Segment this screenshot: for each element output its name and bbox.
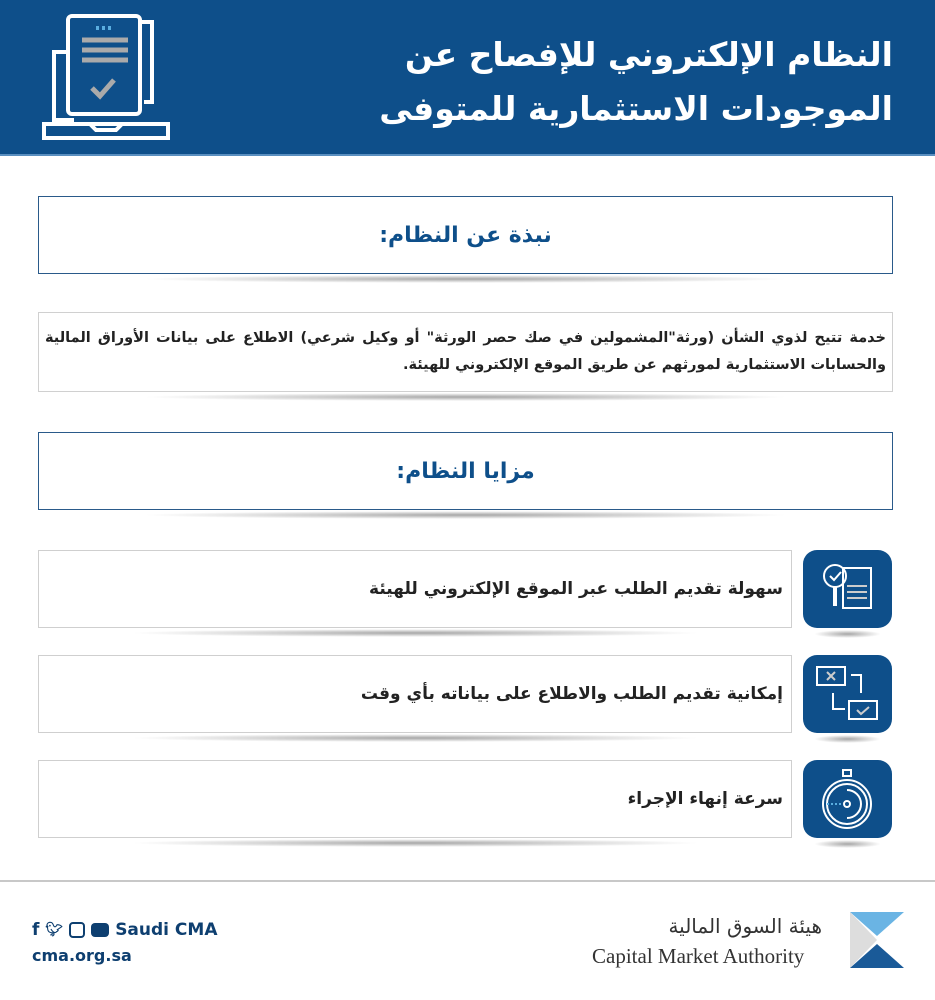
features-title: مزايا النظام: — [396, 458, 535, 484]
social-handle: Saudi CMA — [115, 920, 218, 940]
feature-label: سرعة إنهاء الإجراء — [627, 789, 783, 809]
twitter-icon[interactable]: 🐦︎ — [45, 922, 64, 938]
org-name-english: Capital Market Authority — [592, 944, 805, 968]
social-links — [32, 920, 217, 940]
cma-logo — [850, 912, 904, 968]
about-title: نبذة عن النظام: — [379, 222, 552, 248]
feature-label: إمكانية تقديم الطلب والاطلاع على بياناته بأي وقت — [360, 684, 783, 704]
feature-item — [38, 760, 792, 838]
footer-divider — [0, 880, 935, 882]
about-section-header — [38, 196, 893, 274]
header-banner — [0, 0, 935, 156]
magnifier-document-icon — [803, 550, 892, 628]
features-section-header — [38, 432, 893, 510]
feature-label: سهولة تقديم الطلب عبر الموقع الإلكتروني للهيئة — [369, 579, 783, 599]
facebook-icon[interactable]: f — [32, 920, 40, 940]
youtube-icon[interactable] — [91, 923, 109, 937]
feature-item — [38, 550, 792, 628]
document-laptop-check-icon — [36, 12, 176, 144]
stopwatch-icon — [803, 760, 892, 838]
feature-item — [38, 655, 792, 733]
header-title-line2: الموجودات الاستثمارية للمتوفى — [379, 89, 893, 128]
workflow-icon — [803, 655, 892, 733]
instagram-icon[interactable] — [69, 922, 85, 938]
header-title-line1: النظام الإلكتروني للإفصاح عن — [404, 35, 893, 74]
about-description: خدمة تتيح لذوي الشأن (ورثة"المشمولين في صك حصر الورثة" أو وكيل شرعي) الاطلاع على بيانات الأوراق المالية والحسابات الاستثمارية لمورثهم عن طريق الموقع الإلكتروني للهيئة. — [38, 312, 893, 392]
website-link[interactable]: cma.org.sa — [32, 946, 132, 965]
org-name-arabic: هيئة السوق المالية — [668, 914, 822, 938]
